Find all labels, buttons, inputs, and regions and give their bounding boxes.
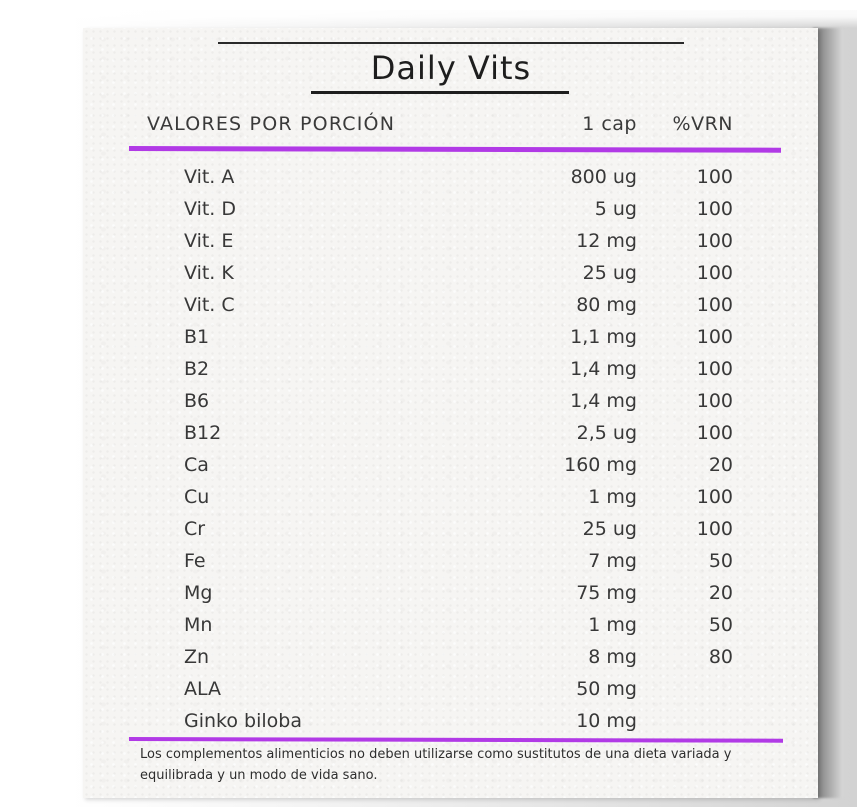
header-label: VALORES POR PORCIÓN — [147, 113, 396, 135]
nutrient-row — [0, 353, 857, 385]
nutrient-amount: 75 mg — [576, 582, 637, 604]
nutrient-name: B1 — [184, 326, 210, 348]
nutrient-vrn: 20 — [708, 454, 733, 476]
nutrient-name: Cu — [184, 486, 210, 508]
nutrient-amount: 50 mg — [576, 678, 637, 700]
nutrient-vrn: 100 — [696, 518, 733, 540]
nutrient-amount: 800 ug — [570, 166, 637, 188]
background-fade — [0, 0, 857, 28]
nutrient-amount: 5 ug — [594, 198, 637, 220]
nutrient-row — [0, 481, 857, 513]
nutrient-row — [0, 161, 857, 193]
nutrient-row — [0, 449, 857, 481]
nutrient-vrn: 20 — [708, 582, 733, 604]
nutrient-vrn: 50 — [708, 550, 733, 572]
nutrient-row — [0, 257, 857, 289]
nutrient-name: Ginko biloba — [184, 710, 302, 732]
nutrient-name: B12 — [184, 422, 222, 444]
nutrient-row — [0, 289, 857, 321]
nutrient-name: Vit. D — [184, 198, 237, 220]
nutrient-vrn: 100 — [696, 326, 733, 348]
nutrient-name: Zn — [184, 646, 210, 668]
nutrient-name: B2 — [184, 358, 210, 380]
nutrient-amount: 1,1 mg — [570, 326, 637, 348]
nutrient-amount: 80 mg — [576, 294, 637, 316]
nutrient-row — [0, 321, 857, 353]
nutrient-vrn: 80 — [708, 646, 733, 668]
header-vrn: %VRN — [672, 113, 733, 135]
nutrient-name: Ca — [184, 454, 209, 476]
nutrient-row — [0, 577, 857, 609]
nutrient-amount: 25 ug — [582, 518, 637, 540]
nutrient-row — [0, 417, 857, 449]
nutrient-row — [0, 545, 857, 577]
nutrient-row — [0, 705, 857, 737]
nutrient-amount: 1,4 mg — [570, 390, 637, 412]
nutrient-amount: 7 mg — [588, 550, 637, 572]
nutrient-name: B6 — [184, 390, 210, 412]
nutrient-name: Cr — [184, 518, 206, 540]
footnote: Los complementos alimenticios no deben utilizarse como sustitutos de una dieta variada y equilibrada y un modo de vida sano. — [140, 747, 732, 783]
title-underline — [311, 91, 569, 94]
nutrient-name: Vit. C — [184, 294, 235, 316]
nutrient-vrn: 100 — [696, 486, 733, 508]
nutrient-name: Vit. A — [184, 166, 235, 188]
nutrient-amount: 8 mg — [588, 646, 637, 668]
nutrient-vrn: 100 — [696, 198, 733, 220]
nutrient-name: Mg — [184, 582, 213, 604]
nutrient-name: ALA — [184, 678, 222, 700]
nutrient-vrn: 100 — [696, 262, 733, 284]
nutrient-amount: 1 mg — [588, 614, 637, 636]
nutrient-amount: 12 mg — [576, 230, 637, 252]
nutrient-row — [0, 225, 857, 257]
nutrient-vrn: 100 — [696, 230, 733, 252]
nutrient-name: Mn — [184, 614, 213, 636]
nutrient-amount: 2,5 ug — [576, 422, 637, 444]
nutrient-vrn: 100 — [696, 390, 733, 412]
nutrient-name: Vit. E — [184, 230, 234, 252]
nutrient-row — [0, 641, 857, 673]
nutrient-row — [0, 609, 857, 641]
product-title: Daily Vits — [370, 49, 532, 87]
header-amount: 1 cap — [582, 113, 637, 135]
nutrient-amount: 1 mg — [588, 486, 637, 508]
nutrient-amount: 25 ug — [582, 262, 637, 284]
nutrient-amount: 1,4 mg — [570, 358, 637, 380]
nutrient-vrn: 100 — [696, 166, 733, 188]
nutrient-row — [0, 673, 857, 705]
nutrient-name: Fe — [184, 550, 206, 572]
nutrient-vrn: 50 — [708, 614, 733, 636]
nutrient-list — [0, 161, 857, 737]
top-rule — [218, 42, 684, 44]
nutrient-vrn: 100 — [696, 294, 733, 316]
nutrient-amount: 160 mg — [564, 454, 637, 476]
nutrient-name: Vit. K — [184, 262, 234, 284]
nutrient-vrn: 100 — [696, 358, 733, 380]
nutrient-row — [0, 513, 857, 545]
nutrient-row — [0, 193, 857, 225]
nutrient-row — [0, 385, 857, 417]
nutrient-vrn: 100 — [696, 422, 733, 444]
nutrient-amount: 10 mg — [576, 710, 637, 732]
